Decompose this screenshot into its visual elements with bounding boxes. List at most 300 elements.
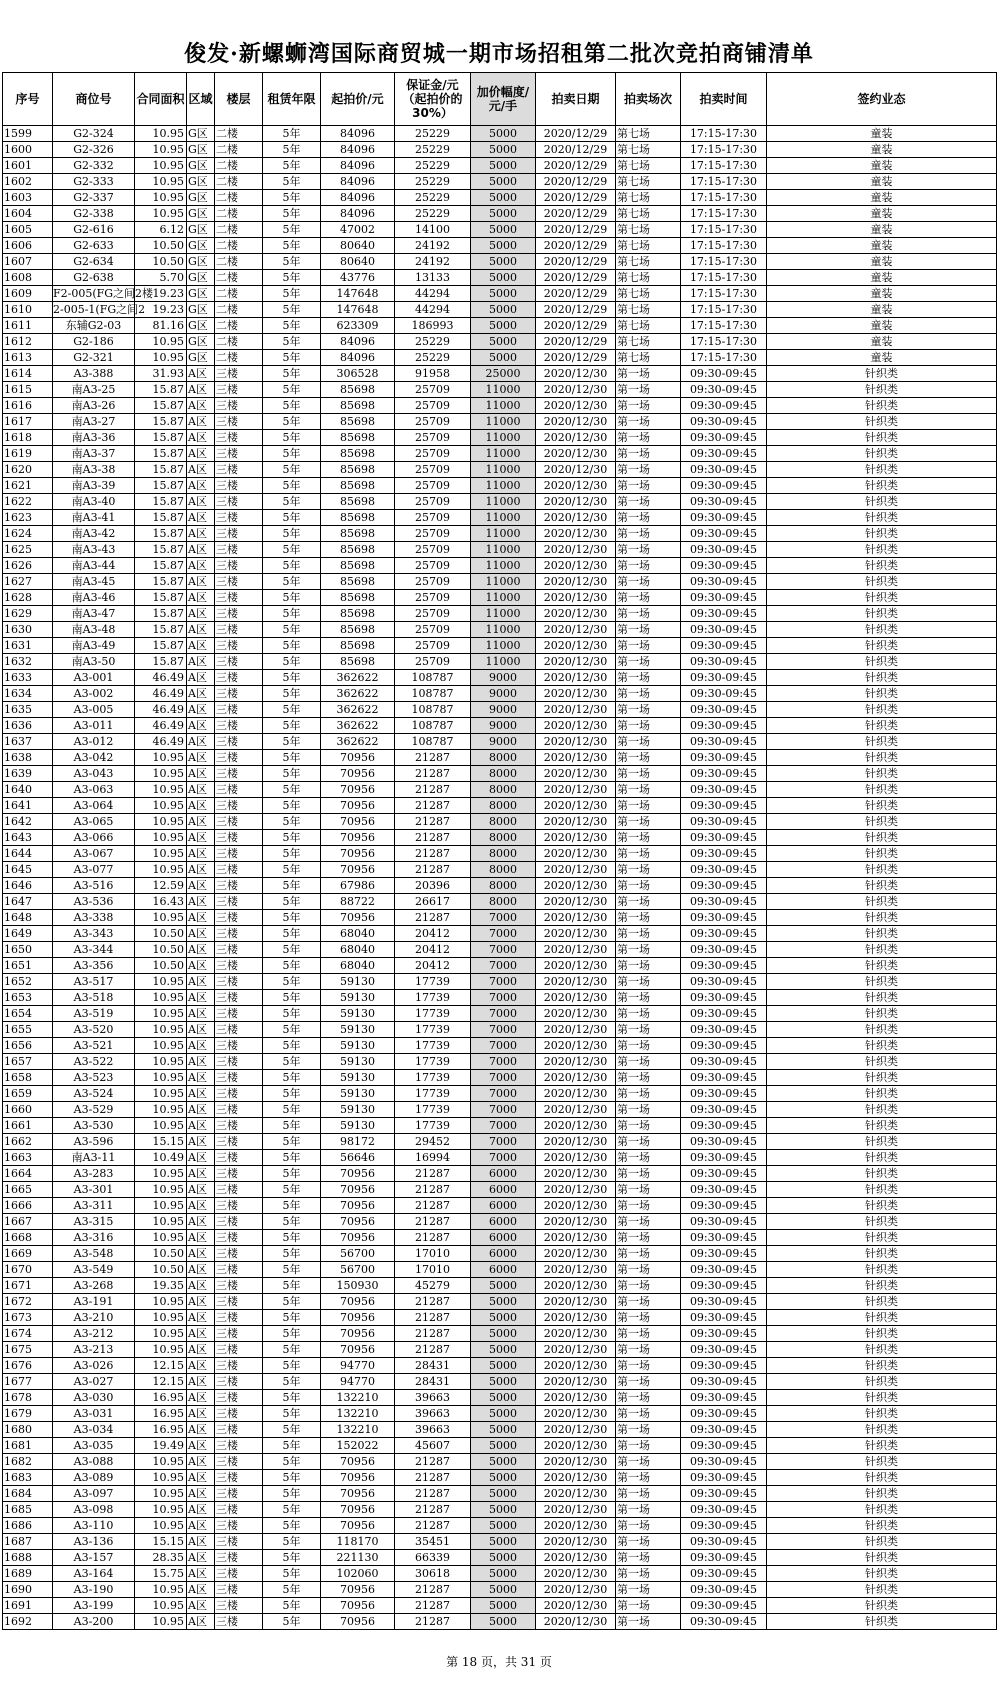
auction-time-cell: 09:30-09:45	[681, 462, 767, 478]
table-row	[3, 382, 997, 398]
business-type-cell: 童装	[767, 222, 997, 238]
lease-term-cell: 5年	[263, 782, 321, 798]
shop-number-cell: A3-190	[53, 1582, 135, 1598]
zone-cell: A区	[187, 1326, 215, 1342]
auction-date-cell: 2020/12/30	[536, 366, 616, 382]
auction-date-cell: 2020/12/30	[536, 846, 616, 862]
zone-cell: A区	[187, 590, 215, 606]
auction-time-cell: 09:30-09:45	[681, 542, 767, 558]
auction-date-cell: 2020/12/30	[536, 910, 616, 926]
zone-cell: A区	[187, 478, 215, 494]
seq-cell: 1672	[3, 1294, 53, 1310]
zone-cell: A区	[187, 446, 215, 462]
business-type-cell: 童装	[767, 286, 997, 302]
table-row	[3, 158, 997, 174]
shop-number-cell: A3-136	[53, 1534, 135, 1550]
business-type-cell: 针织类	[767, 686, 997, 702]
business-type-cell: 童装	[767, 270, 997, 286]
area-cell: 10.95	[135, 814, 187, 830]
auction-time-cell: 09:30-09:45	[681, 638, 767, 654]
increment-cell: 11000	[471, 462, 536, 478]
seq-cell: 1653	[3, 990, 53, 1006]
lease-term-cell: 5年	[263, 974, 321, 990]
shop-number-cell: A3-199	[53, 1598, 135, 1614]
seq-cell: 1648	[3, 910, 53, 926]
deposit-cell: 25229	[395, 126, 471, 142]
floor-cell: 三楼	[215, 1438, 263, 1454]
seq-cell: 1644	[3, 846, 53, 862]
seq-cell: 1690	[3, 1582, 53, 1598]
auction-time-cell: 17:15-17:30	[681, 254, 767, 270]
lease-term-cell: 5年	[263, 1118, 321, 1134]
business-type-cell: 针织类	[767, 830, 997, 846]
area-cell: 10.95	[135, 334, 187, 350]
seq-cell: 1624	[3, 526, 53, 542]
start-price-cell: 85698	[321, 590, 395, 606]
table-row	[3, 254, 997, 270]
floor-cell: 三楼	[215, 1502, 263, 1518]
business-type-cell: 童装	[767, 238, 997, 254]
business-type-cell: 针织类	[767, 494, 997, 510]
floor-cell: 三楼	[215, 734, 263, 750]
increment-cell: 5000	[471, 1374, 536, 1390]
auction-time-cell: 17:15-17:30	[681, 270, 767, 286]
seq-cell: 1643	[3, 830, 53, 846]
deposit-cell: 21287	[395, 1310, 471, 1326]
floor-cell: 三楼	[215, 1118, 263, 1134]
floor-cell: 三楼	[215, 1166, 263, 1182]
deposit-cell: 28431	[395, 1358, 471, 1374]
auction-session-cell: 第七场	[616, 174, 681, 190]
shop-number-cell: G2-186	[53, 334, 135, 350]
lease-term-cell: 5年	[263, 830, 321, 846]
auction-date-cell: 2020/12/30	[536, 750, 616, 766]
seq-cell: 1667	[3, 1214, 53, 1230]
business-type-cell: 针织类	[767, 382, 997, 398]
lease-term-cell: 5年	[263, 622, 321, 638]
shop-number-cell: A3-030	[53, 1390, 135, 1406]
shop-number-cell: A3-164	[53, 1566, 135, 1582]
lease-term-cell: 5年	[263, 1166, 321, 1182]
zone-cell: A区	[187, 414, 215, 430]
auction-time-cell: 09:30-09:45	[681, 862, 767, 878]
increment-cell: 6000	[471, 1198, 536, 1214]
area-cell: 10.95	[135, 126, 187, 142]
shop-number-cell: A3-005	[53, 702, 135, 718]
business-type-cell: 针织类	[767, 478, 997, 494]
auction-time-cell: 09:30-09:45	[681, 1502, 767, 1518]
area-cell: 15.87	[135, 638, 187, 654]
start-price-cell: 147648	[321, 302, 395, 318]
floor-cell: 三楼	[215, 510, 263, 526]
seq-cell: 1621	[3, 478, 53, 494]
lease-term-cell: 5年	[263, 382, 321, 398]
increment-cell: 9000	[471, 734, 536, 750]
start-price-cell: 59130	[321, 1022, 395, 1038]
shop-number-cell: 南A3-49	[53, 638, 135, 654]
seq-cell: 1620	[3, 462, 53, 478]
auction-date-cell: 2020/12/30	[536, 1294, 616, 1310]
table-row	[3, 1438, 997, 1454]
zone-cell: A区	[187, 1054, 215, 1070]
auction-session-cell: 第一场	[616, 1518, 681, 1534]
lease-term-cell: 5年	[263, 702, 321, 718]
deposit-cell: 25229	[395, 190, 471, 206]
lease-term-cell: 5年	[263, 1038, 321, 1054]
floor-cell: 三楼	[215, 1614, 263, 1630]
header-cell: 楼层	[215, 73, 263, 126]
floor-cell: 三楼	[215, 910, 263, 926]
increment-cell: 5000	[471, 1502, 536, 1518]
zone-cell: A区	[187, 1454, 215, 1470]
lease-term-cell: 5年	[263, 798, 321, 814]
area-cell: 10.95	[135, 766, 187, 782]
auction-session-cell: 第一场	[616, 446, 681, 462]
area-cell: 10.95	[135, 1214, 187, 1230]
table-row	[3, 190, 997, 206]
area-cell: 10.95	[135, 1054, 187, 1070]
auction-time-cell: 09:30-09:45	[681, 910, 767, 926]
shop-number-cell: A3-596	[53, 1134, 135, 1150]
auction-session-cell: 第一场	[616, 1614, 681, 1630]
zone-cell: G区	[187, 190, 215, 206]
lease-term-cell: 5年	[263, 1422, 321, 1438]
table-row	[3, 862, 997, 878]
deposit-cell: 21287	[395, 1342, 471, 1358]
deposit-cell: 25709	[395, 494, 471, 510]
floor-cell: 二楼	[215, 350, 263, 366]
auction-time-cell: 17:15-17:30	[681, 334, 767, 350]
area-cell: 15.87	[135, 590, 187, 606]
zone-cell: A区	[187, 1422, 215, 1438]
auction-session-cell: 第一场	[616, 1262, 681, 1278]
start-price-cell: 70956	[321, 1518, 395, 1534]
area-cell: 10.95	[135, 1470, 187, 1486]
floor-cell: 三楼	[215, 1470, 263, 1486]
auction-time-cell: 09:30-09:45	[681, 1262, 767, 1278]
table-row	[3, 798, 997, 814]
area-cell: 10.95	[135, 190, 187, 206]
deposit-cell: 25229	[395, 142, 471, 158]
area-cell: 16.95	[135, 1422, 187, 1438]
business-type-cell: 针织类	[767, 1198, 997, 1214]
deposit-cell: 25709	[395, 590, 471, 606]
deposit-cell: 25709	[395, 462, 471, 478]
table-row	[3, 1470, 997, 1486]
zone-cell: A区	[187, 1070, 215, 1086]
zone-cell: A区	[187, 1342, 215, 1358]
auction-date-cell: 2020/12/30	[536, 462, 616, 478]
start-price-cell: 68040	[321, 926, 395, 942]
auction-date-cell: 2020/12/30	[536, 1374, 616, 1390]
deposit-cell: 25229	[395, 350, 471, 366]
auction-session-cell: 第一场	[616, 1342, 681, 1358]
start-price-cell: 362622	[321, 670, 395, 686]
table-row	[3, 1358, 997, 1374]
auction-date-cell: 2020/12/29	[536, 286, 616, 302]
auction-session-cell: 第一场	[616, 798, 681, 814]
start-price-cell: 59130	[321, 1086, 395, 1102]
auction-time-cell: 09:30-09:45	[681, 1326, 767, 1342]
area-cell: 10.95	[135, 910, 187, 926]
seq-cell: 1616	[3, 398, 53, 414]
zone-cell: A区	[187, 526, 215, 542]
increment-cell: 7000	[471, 1006, 536, 1022]
table-row	[3, 750, 997, 766]
seq-cell: 1658	[3, 1070, 53, 1086]
auction-date-cell: 2020/12/30	[536, 926, 616, 942]
business-type-cell: 针织类	[767, 846, 997, 862]
deposit-cell: 20396	[395, 878, 471, 894]
deposit-cell: 21287	[395, 830, 471, 846]
auction-date-cell: 2020/12/30	[536, 1038, 616, 1054]
auction-date-cell: 2020/12/29	[536, 350, 616, 366]
deposit-cell: 21287	[395, 814, 471, 830]
increment-cell: 7000	[471, 1086, 536, 1102]
increment-cell: 5000	[471, 1294, 536, 1310]
area-cell: 10.49	[135, 1150, 187, 1166]
floor-cell: 三楼	[215, 382, 263, 398]
shop-number-cell: A3-529	[53, 1102, 135, 1118]
business-type-cell: 针织类	[767, 1182, 997, 1198]
area-cell: 10.95	[135, 782, 187, 798]
auction-date-cell: 2020/12/30	[536, 622, 616, 638]
deposit-cell: 66339	[395, 1550, 471, 1566]
deposit-cell: 25709	[395, 574, 471, 590]
start-price-cell: 362622	[321, 702, 395, 718]
auction-date-cell: 2020/12/30	[536, 1342, 616, 1358]
zone-cell: G区	[187, 334, 215, 350]
seq-cell: 1662	[3, 1134, 53, 1150]
start-price-cell: 150930	[321, 1278, 395, 1294]
auction-session-cell: 第七场	[616, 286, 681, 302]
lease-term-cell: 5年	[263, 1246, 321, 1262]
shop-number-cell: A3-088	[53, 1454, 135, 1470]
lease-term-cell: 5年	[263, 750, 321, 766]
area-cell: 10.50	[135, 1262, 187, 1278]
auction-date-cell: 2020/12/30	[536, 1262, 616, 1278]
area-cell: 10.95	[135, 1118, 187, 1134]
lease-term-cell: 5年	[263, 942, 321, 958]
auction-time-cell: 09:30-09:45	[681, 718, 767, 734]
auction-time-cell: 09:30-09:45	[681, 622, 767, 638]
increment-cell: 9000	[471, 702, 536, 718]
auction-date-cell: 2020/12/30	[536, 1438, 616, 1454]
business-type-cell: 针织类	[767, 1070, 997, 1086]
auction-session-cell: 第一场	[616, 942, 681, 958]
floor-cell: 三楼	[215, 430, 263, 446]
business-type-cell: 针织类	[767, 878, 997, 894]
lease-term-cell: 5年	[263, 1102, 321, 1118]
floor-cell: 二楼	[215, 126, 263, 142]
header-cell: 加价幅度/元/手	[471, 73, 536, 126]
auction-date-cell: 2020/12/30	[536, 1406, 616, 1422]
business-type-cell: 童装	[767, 302, 997, 318]
auction-session-cell: 第一场	[616, 1598, 681, 1614]
auction-session-cell: 第一场	[616, 1534, 681, 1550]
zone-cell: A区	[187, 1230, 215, 1246]
auction-session-cell: 第七场	[616, 142, 681, 158]
auction-time-cell: 09:30-09:45	[681, 1214, 767, 1230]
auction-time-cell: 09:30-09:45	[681, 814, 767, 830]
increment-cell: 7000	[471, 910, 536, 926]
deposit-cell: 21287	[395, 1614, 471, 1630]
auction-time-cell: 09:30-09:45	[681, 670, 767, 686]
shop-number-cell: A3-012	[53, 734, 135, 750]
shop-number-cell: A3-301	[53, 1182, 135, 1198]
area-cell: 15.87	[135, 558, 187, 574]
auction-date-cell: 2020/12/29	[536, 254, 616, 270]
zone-cell: A区	[187, 990, 215, 1006]
seq-cell: 1617	[3, 414, 53, 430]
deposit-cell: 25709	[395, 414, 471, 430]
header-cell: 序号	[3, 73, 53, 126]
start-price-cell: 70956	[321, 798, 395, 814]
auction-date-cell: 2020/12/30	[536, 766, 616, 782]
auction-date-cell: 2020/12/30	[536, 1390, 616, 1406]
zone-cell: A区	[187, 734, 215, 750]
auction-session-cell: 第一场	[616, 1294, 681, 1310]
start-price-cell: 70956	[321, 846, 395, 862]
table-row	[3, 1022, 997, 1038]
lease-term-cell: 5年	[263, 1310, 321, 1326]
seq-cell: 1627	[3, 574, 53, 590]
seq-cell: 1619	[3, 446, 53, 462]
auction-session-cell: 第一场	[616, 1134, 681, 1150]
lease-term-cell: 5年	[263, 1566, 321, 1582]
deposit-cell: 108787	[395, 702, 471, 718]
seq-cell: 1663	[3, 1150, 53, 1166]
start-price-cell: 84096	[321, 174, 395, 190]
auction-session-cell: 第一场	[616, 1198, 681, 1214]
deposit-cell: 25709	[395, 398, 471, 414]
shop-number-cell: A3-213	[53, 1342, 135, 1358]
table-row	[3, 702, 997, 718]
deposit-cell: 21287	[395, 862, 471, 878]
auction-date-cell: 2020/12/30	[536, 1550, 616, 1566]
business-type-cell: 针织类	[767, 558, 997, 574]
shop-number-cell: A3-338	[53, 910, 135, 926]
auction-date-cell: 2020/12/30	[536, 1150, 616, 1166]
lease-term-cell: 5年	[263, 318, 321, 334]
start-price-cell: 56700	[321, 1262, 395, 1278]
seq-cell: 1639	[3, 766, 53, 782]
area-cell: 10.95	[135, 1486, 187, 1502]
start-price-cell: 70956	[321, 750, 395, 766]
seq-cell: 1671	[3, 1278, 53, 1294]
increment-cell: 25000	[471, 366, 536, 382]
increment-cell: 5000	[471, 190, 536, 206]
shop-number-cell: G2-321	[53, 350, 135, 366]
area-cell: 10.95	[135, 1006, 187, 1022]
shop-number-cell: A3-283	[53, 1166, 135, 1182]
auction-session-cell: 第一场	[616, 1326, 681, 1342]
shop-number-cell: A3-212	[53, 1326, 135, 1342]
auction-time-cell: 09:30-09:45	[681, 1422, 767, 1438]
area-cell: 19.23	[135, 286, 187, 302]
seq-cell: 1685	[3, 1502, 53, 1518]
increment-cell: 5000	[471, 1582, 536, 1598]
table-row	[3, 142, 997, 158]
business-type-cell: 针织类	[767, 1582, 997, 1598]
zone-cell: A区	[187, 366, 215, 382]
floor-cell: 三楼	[215, 590, 263, 606]
increment-cell: 5000	[471, 1454, 536, 1470]
floor-cell: 三楼	[215, 1566, 263, 1582]
floor-cell: 三楼	[215, 670, 263, 686]
table-row	[3, 942, 997, 958]
floor-cell: 三楼	[215, 1214, 263, 1230]
table-row	[3, 1038, 997, 1054]
floor-cell: 三楼	[215, 1086, 263, 1102]
business-type-cell: 针织类	[767, 718, 997, 734]
lease-term-cell: 5年	[263, 1022, 321, 1038]
start-price-cell: 70956	[321, 1598, 395, 1614]
floor-cell: 三楼	[215, 462, 263, 478]
lease-term-cell: 5年	[263, 1326, 321, 1342]
start-price-cell: 147648	[321, 286, 395, 302]
increment-cell: 11000	[471, 574, 536, 590]
deposit-cell: 25229	[395, 334, 471, 350]
shop-number-cell: A3-034	[53, 1422, 135, 1438]
auction-time-cell: 09:30-09:45	[681, 958, 767, 974]
auction-session-cell: 第一场	[616, 1438, 681, 1454]
lease-term-cell: 5年	[263, 1294, 321, 1310]
business-type-cell: 童装	[767, 190, 997, 206]
deposit-cell: 17739	[395, 974, 471, 990]
zone-cell: A区	[187, 1134, 215, 1150]
seq-cell: 1605	[3, 222, 53, 238]
auction-date-cell: 2020/12/30	[536, 430, 616, 446]
start-price-cell: 94770	[321, 1374, 395, 1390]
deposit-cell: 21287	[395, 750, 471, 766]
shop-number-cell: A3-110	[53, 1518, 135, 1534]
area-cell: 16.43	[135, 894, 187, 910]
shop-number-cell: 南A3-44	[53, 558, 135, 574]
auction-date-cell: 2020/12/30	[536, 878, 616, 894]
increment-cell: 7000	[471, 1054, 536, 1070]
lease-term-cell: 5年	[263, 510, 321, 526]
increment-cell: 5000	[471, 270, 536, 286]
start-price-cell: 362622	[321, 734, 395, 750]
auction-date-cell: 2020/12/30	[536, 894, 616, 910]
table-row	[3, 574, 997, 590]
deposit-cell: 108787	[395, 718, 471, 734]
lease-term-cell: 5年	[263, 1486, 321, 1502]
increment-cell: 7000	[471, 942, 536, 958]
header-cell: 拍卖日期	[536, 73, 616, 126]
floor-cell: 三楼	[215, 574, 263, 590]
seq-cell: 1633	[3, 670, 53, 686]
auction-session-cell: 第一场	[616, 1390, 681, 1406]
auction-time-cell: 09:30-09:45	[681, 398, 767, 414]
business-type-cell: 童装	[767, 126, 997, 142]
start-price-cell: 132210	[321, 1406, 395, 1422]
deposit-cell: 25709	[395, 654, 471, 670]
increment-cell: 5000	[471, 1326, 536, 1342]
deposit-cell: 21287	[395, 1454, 471, 1470]
auction-time-cell: 09:30-09:45	[681, 558, 767, 574]
auction-time-cell: 09:30-09:45	[681, 526, 767, 542]
lease-term-cell: 5年	[263, 350, 321, 366]
lease-term-cell: 5年	[263, 1342, 321, 1358]
shop-number-cell: G2-338	[53, 206, 135, 222]
auction-session-cell: 第一场	[616, 958, 681, 974]
start-price-cell: 56700	[321, 1246, 395, 1262]
auction-date-cell: 2020/12/30	[536, 798, 616, 814]
auction-session-cell: 第一场	[616, 894, 681, 910]
seq-cell: 1668	[3, 1230, 53, 1246]
